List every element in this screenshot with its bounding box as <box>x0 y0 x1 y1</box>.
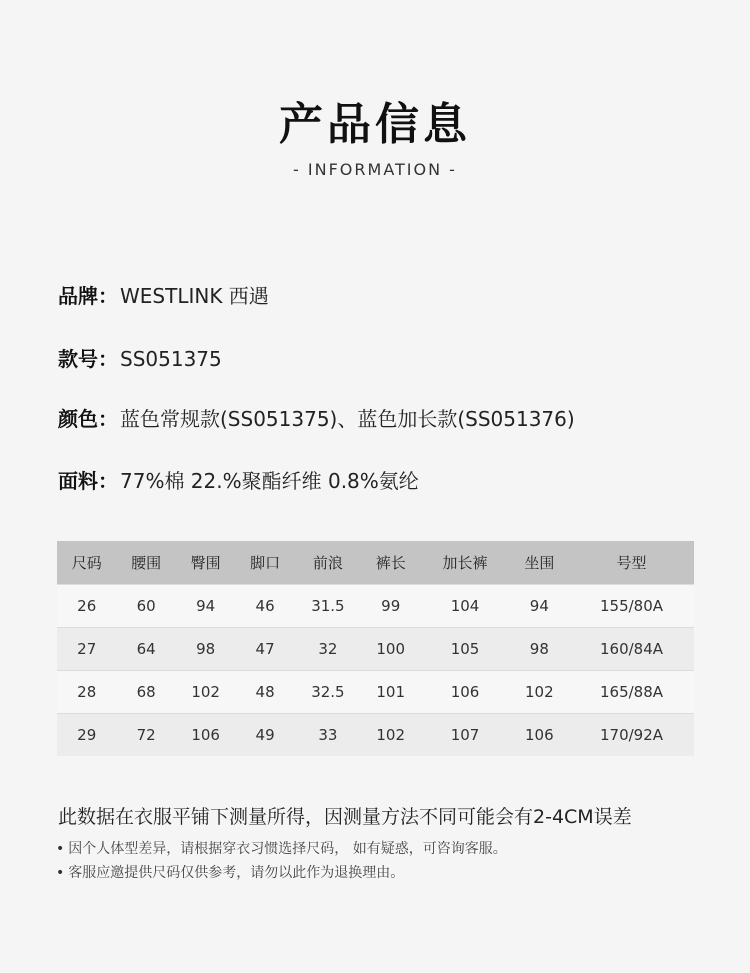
table-cell: 46 <box>235 585 294 628</box>
table-cell: 60 <box>116 585 175 628</box>
table-cell: 26 <box>57 585 116 628</box>
table-row <box>57 714 694 757</box>
table-row <box>57 628 694 671</box>
table-cell: 32 <box>295 628 361 671</box>
table-cell: 165/88A <box>569 671 694 714</box>
info-label: 颜色： <box>58 407 118 431</box>
info-value: 77%棉 22.%聚酯纤维 0.8%氨纶 <box>120 469 419 493</box>
table-cell: 99 <box>361 585 420 628</box>
table-cell: 101 <box>361 671 420 714</box>
table-header-cell: 裤长 <box>361 541 420 585</box>
table-cell: 102 <box>361 714 420 757</box>
table-cell: 28 <box>57 671 116 714</box>
table-cell: 102 <box>176 671 235 714</box>
info-value: SS051375 <box>120 347 222 371</box>
table-cell: 102 <box>510 671 569 714</box>
table-cell: 47 <box>235 628 294 671</box>
table-cell: 106 <box>176 714 235 757</box>
page-title: 产品信息 <box>279 99 471 150</box>
table-cell: 105 <box>420 628 509 671</box>
info-style-number <box>58 343 222 372</box>
table-cell: 31.5 <box>295 585 361 628</box>
size-table <box>57 541 694 756</box>
table-cell: 29 <box>57 714 116 757</box>
info-label: 品牌： <box>58 284 118 308</box>
table-cell: 106 <box>420 671 509 714</box>
table-cell: 98 <box>510 628 569 671</box>
table-header-cell: 加长裤 <box>420 541 509 585</box>
table-cell: 107 <box>420 714 509 757</box>
table-header-cell: 脚口 <box>235 541 294 585</box>
list-item-text: 因个人体型差异，请根据穿衣习惯选择尺码， 如有疑惑，可咨询客服。 <box>68 841 507 857</box>
info-brand <box>58 280 269 309</box>
table-header-cell: 腰围 <box>116 541 175 585</box>
table-cell: 72 <box>116 714 175 757</box>
table-cell: 155/80A <box>569 585 694 628</box>
table-cell: 160/84A <box>569 628 694 671</box>
info-label: 面料： <box>58 469 118 493</box>
table-cell: 49 <box>235 714 294 757</box>
page-subtitle: - INFORMATION - <box>293 160 457 179</box>
table-cell: 170/92A <box>569 714 694 757</box>
info-color <box>58 403 575 432</box>
table-cell: 94 <box>510 585 569 628</box>
table-cell: 27 <box>57 628 116 671</box>
table-cell: 68 <box>116 671 175 714</box>
table-cell: 64 <box>116 628 175 671</box>
table-header-cell: 前浪 <box>295 541 361 585</box>
table-row <box>57 671 694 714</box>
table-cell: 98 <box>176 628 235 671</box>
bullet-dot-icon: • <box>56 841 65 857</box>
info-value: 蓝色常规款(SS051375)、蓝色加长款(SS051376) <box>120 407 575 431</box>
table-cell: 104 <box>420 585 509 628</box>
list-item-text: 客服应邀提供尺码仅供参考，请勿以此作为退换理由。 <box>68 865 405 881</box>
table-cell: 100 <box>361 628 420 671</box>
table-cell: 106 <box>510 714 569 757</box>
bullet-dot-icon: • <box>56 865 65 881</box>
table-row <box>57 585 694 628</box>
list-item <box>56 838 507 858</box>
table-header-row <box>57 541 694 585</box>
table-cell: 33 <box>295 714 361 757</box>
table-header-cell: 坐围 <box>510 541 569 585</box>
list-item <box>56 862 404 882</box>
info-fabric <box>58 465 419 494</box>
table-header-cell: 尺码 <box>57 541 116 585</box>
table-cell: 32.5 <box>295 671 361 714</box>
table-cell: 94 <box>176 585 235 628</box>
table-header-cell: 臀围 <box>176 541 235 585</box>
table-header-cell: 号型 <box>569 541 694 585</box>
info-value: WESTLINK 西遇 <box>120 284 269 308</box>
info-label: 款号： <box>58 347 118 371</box>
table-cell: 48 <box>235 671 294 714</box>
measurement-note: 此数据在衣服平铺下测量所得，因测量方法不同可能会有2-4CM误差 <box>58 806 632 828</box>
